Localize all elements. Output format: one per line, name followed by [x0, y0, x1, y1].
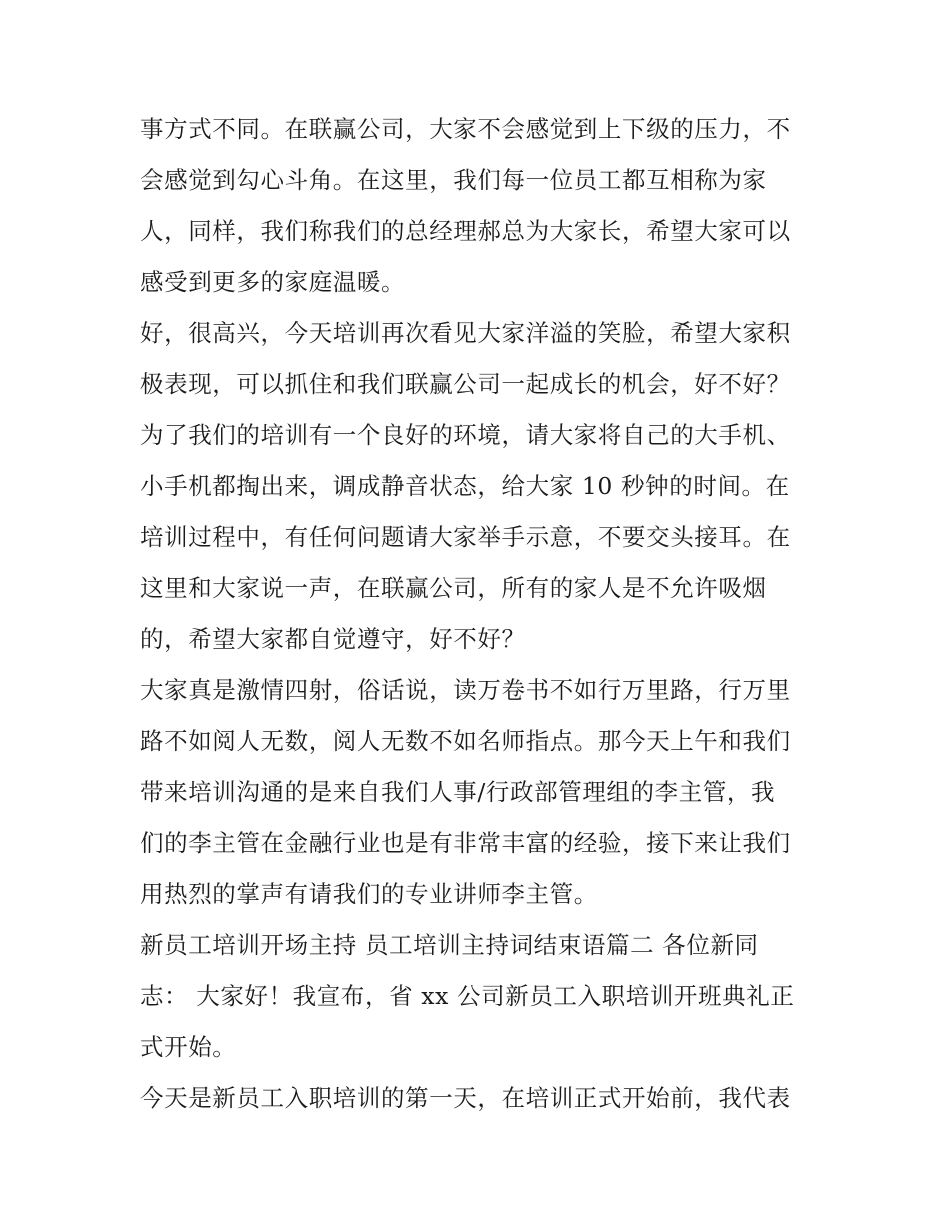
- text-line: 会感觉到勾心斗角。在这里，我们每一位员工都互相称为家: [140, 166, 767, 194]
- text-line: 今天是新员工入职培训的第一天，在培训正式开始前，我代表: [140, 1084, 791, 1112]
- document-body: [140, 104, 820, 1124]
- text-line: 用热烈的掌声有请我们的专业讲师李主管。: [140, 880, 598, 908]
- text-line: 志： 大家好！我宣布，省 xx 公司新员工入职培训开班典礼正: [140, 982, 795, 1010]
- text-line: 路不如阅人无数，阅人无数不如名师指点。那今天上午和我们: [140, 727, 791, 755]
- text-line: 式开始。: [140, 1033, 237, 1061]
- text-line: 这里和大家说一声，在联赢公司，所有的家人是不允许吸烟: [140, 574, 767, 602]
- text-line: 大家真是激情四射，俗话说，读万卷书不如行万里路，行万里: [140, 676, 791, 704]
- text-line: 事方式不同。在联赢公司，大家不会感觉到上下级的压力，不: [140, 115, 791, 143]
- text-line: 感受到更多的家庭温暖。: [140, 268, 406, 296]
- text-line: 为了我们的培训有一个良好的环境，请大家将自己的大手机、: [140, 421, 791, 449]
- text-line: 好，很高兴，今天培训再次看见大家洋溢的笑脸，希望大家积: [140, 319, 791, 347]
- text-line: 的，希望大家都自觉遵守，好不好？: [140, 625, 526, 653]
- text-line: 带来培训沟通的是来自我们人事/行政部管理组的李主管，我: [140, 778, 776, 806]
- text-line: 们的李主管在金融行业也是有非常丰富的经验，接下来让我们: [140, 829, 791, 857]
- text-line: 人，同样，我们称我们的总经理郝总为大家长，希望大家可以: [140, 217, 791, 245]
- text-line: 新员工培训开场主持 员工培训主持词结束语篇二 各位新同: [140, 931, 759, 959]
- text-line: 小手机都掏出来，调成静音状态，给大家 10 秒钟的时间。在: [140, 472, 790, 500]
- text-line: 极表现，可以抓住和我们联赢公司一起成长的机会，好不好？: [140, 370, 791, 398]
- text-line: 培训过程中，有任何问题请大家举手示意，不要交头接耳。在: [140, 523, 791, 551]
